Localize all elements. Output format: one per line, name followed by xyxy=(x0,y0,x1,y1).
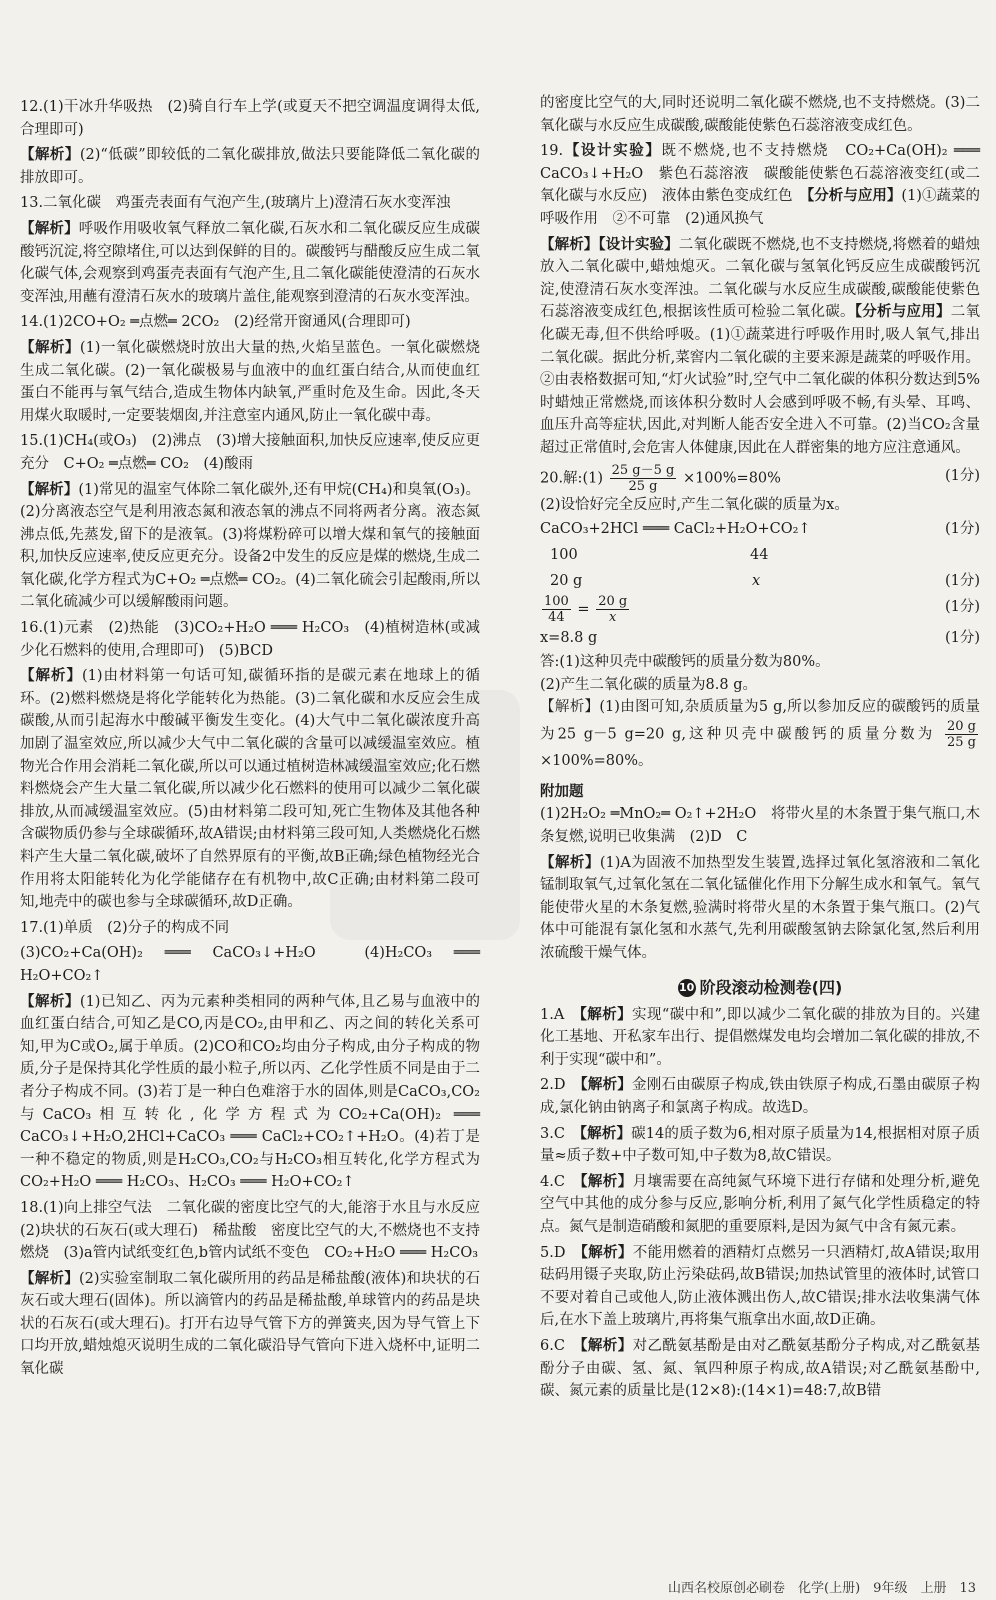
bonus-analysis: 【解析】(1)A为固液不加热型发生装置,选择过氧化氢溶液和二氧化锰制取氧气,过氧化氢在二氧化锰催化作用下分解生成水和氧气。氧气能使带火星的木条复燃,验满时将带火星的木条置于集气瓶口。(2)气体中可能混有氯化氢和水蒸气,先利用碳酸氢钠去除氯化氢,然后利用浓硫酸干燥气体。 xyxy=(540,854,980,962)
q20-masses xyxy=(540,542,980,568)
q17-analysis: 【解析】(1)已知乙、丙为元素种类相同的两种气体,且乙易与血液中的血红蛋白结合,可知乙是CO,丙是CO₂,由甲和乙、丙之间的转化关系可知,甲为C或O₂,属于单质。(2)CO和CO₂均由分子构成,由分子构成的物质,分子是保持其化学性质的最小粒子,所以丙、乙化学性质不同是由于二者分子构成不同。(3)若丁是一种白色难溶于水的固体,则是CaCO₃,CO₂与CaCO₃相互转化,化学方程式为CO₂+Ca(OH)₂ ═══ CaCO₃↓+H₂O,2HCl+CaCO₃ ═══ CaCl₂+CO₂↑+H₂O。(4)若丁是一种不稳定的物质,则是H₂CO₃,CO₂与H₂CO₃相互转化,化学方程式为CO₂+H₂O ═══ H₂CO₃、H₂CO₃ ═══ H₂O+CO₂↑ xyxy=(20,993,480,1191)
answer-4: 4.C 【解析】月壤需要在高纯氮气环境下进行存储和处理分析,避免空气中其他的成分参与反应,影响分析,利用了氮气化学性质稳定的特点。氮气是制造硝酸和氮肥的重要原料,是因为氮气中含有氮元素。 xyxy=(540,1173,981,1235)
q14-analysis: 【解析】(1)一氧化碳燃烧时放出大量的热,火焰呈蓝色。一氧化碳燃烧生成二氧化碳。(2)一氧化碳极易与血液中的血红蛋白结合,从而使血红蛋白不能再与氧气结合,造成生物体内缺氧,严重时危及生命。因此,冬天用煤火取暖时,一定要装烟囱,并注意室内通风,防止一氧化碳中毒。 xyxy=(20,339,480,424)
answer-3: 3.C 【解析】碳14的质子数为6,相对原子质量为14,根据相对原子质量≈质子数+中子数可知,中子数为8,故C错误。 xyxy=(540,1125,980,1165)
q16-analysis: 【解析】(1)由材料第一句话可知,碳循环指的是碳元素在地球上的循环。(2)燃料燃烧是将化学能转化为热能。(3)二氧化碳和水反应会生成碳酸,从而引起海水中酸碱平衡发生变化。(4)大气中二氧化碳浓度升高加剧了温室效应,所以减少大气中二氧化碳的含量可以减缓温室效应。植物光合作用会消耗二氧化碳,所以可以通过植树造林减缓温室效应;化石燃料燃烧会产生大量二氧化碳,所以减少化石燃料的使用可以减少二氧化碳排放,从而减缓温室效应。(5)由材料第二段可知,死亡生物体及其他各种含碳物质仍参与全球碳循环,故A错误;由材料第三段可知,人类燃烧化石燃料产生大量二氧化碳,破坏了自然界原有的平衡,故B正确;绿色植物经光合作用将太阳能转化为化学能储存在有机物中,故C正确;由材料第二段可知,地壳中的碳也参与全球碳循环,故D正确。 xyxy=(20,668,480,911)
q20-answer1: 答:(1)这种贝壳中碳酸钙的质量分数为80%。 xyxy=(540,654,830,671)
q20-ratio-num2: 20 g xyxy=(598,594,628,610)
bonus-title: 附加题 xyxy=(540,784,584,801)
q20-solution xyxy=(540,463,980,773)
q20-points-5: (1分) xyxy=(944,630,980,647)
q20-frac-den: 25 g xyxy=(628,478,658,494)
section-title xyxy=(540,975,980,998)
q15-answer: 15.(1)CH₄(或O₃) (2)沸点 (3)增大接触面积,加快反应速率,使反应更充分 C+O₂ ═点燃═ CO₂ (4)酸雨 xyxy=(20,433,480,472)
q17-answer-b: (3)CO₂+Ca(OH)₂ ═══ CaCO₃↓+H₂O (4)H₂CO₃ ═══ H₂O+CO₂↑ xyxy=(20,945,480,984)
section-title-text: 阶段滚动检测卷(四) xyxy=(699,977,843,997)
q20-equation xyxy=(540,516,980,542)
q19-analysis: 【解析】【设计实验】二氧化碳既不燃烧,也不支持燃烧,将燃着的蜡烛放入二氧化碳中,蜡烛熄灭。二氧化碳与氢氧化钙反应生成碳酸钙沉淀,使澄清石灰水变浑浊。二氧化碳与水反应生成碳酸,碳酸能使紫色石蕊溶液变成红色,根据该性质可检验二氧化碳。【分析与应用】二氧化碳无毒,但不供给呼吸。(1)①蔬菜进行呼吸作用时,吸人氧气,排出二氧化碳。据此分析,菜窖内二氧化碳的主要来源是蔬菜的呼吸作用。②由表格数据可知,“灯火试验”时,空气中二氧化碳的体积分数达到5%时蜡烛正常燃烧,而该体积分数时人会感到呼吸不畅,有头晕、耳鸣、血压升高等症状,因此,对判断人能否安全进入不可靠。(2)当CO₂含量超过正常值时,会危害人体健康,因此在人群密集的地方应注意通风。 xyxy=(540,236,981,456)
q20-value-x: x xyxy=(752,573,761,590)
q20-analysis-fraction xyxy=(945,719,978,750)
q20-analysis-result: ×100%=80%。 xyxy=(540,752,653,769)
q20-values xyxy=(540,568,980,594)
q20-prefix: 20.解:(1) xyxy=(540,470,603,486)
q20-result: ×100%=80% xyxy=(682,470,781,486)
q20-frac-num: 25 g－5 g xyxy=(611,462,675,478)
q20-mass-caco3: 100 xyxy=(550,547,578,564)
q20-fraction xyxy=(610,463,677,494)
q17-answer-a: 17.(1)单质 (2)分子的构成不同 xyxy=(20,919,230,936)
answer-5: 5.D 【解析】不能用燃着的酒精灯点燃另一只酒精灯,故A错误;取用砝码用镊子夹取,防止污染砝码,故B错误;加热试管里的液体时,试管口不要对着自己或他人,防止液体溅出伤人,故C错误;排水法收集满气体后,在水下盖上玻璃片,再将集气瓶拿出水面,故D正确。 xyxy=(540,1244,980,1329)
q18-analysis: 【解析】(2)实验室制取二氧化碳所用的药品是稀盐酸(液体)和块状的石灰石或大理石(固体)。所以滴管内的药品是稀盐酸,单球管内的药品是块状的石灰石(或大理石)。打开右边导气管下方的弹簧夹,因为导气管上下口均开放,蜡烛熄灭说明生成的二氧化碳沿导气管向下进入烧杯中,证明二氧化碳 xyxy=(20,1270,481,1378)
page-footer: 山西名校原创必刷卷 化学(上册) 9年级 上册 13 xyxy=(668,1581,976,1596)
q20-points-3: (1分) xyxy=(944,573,980,590)
q13-analysis: 【解析】呼吸作用吸收氧气释放二氧化碳,石灰水和二氧化碳反应生成碳酸钙沉淀,将空隙堵住,可以达到保鲜的目的。碳酸钙与醋酸反应生成二氧化碳气体,会观察到鸡蛋壳表面有气泡产生,且二氧化碳能使澄清的石灰水变浑浊,用蘸有澄清石灰水的玻璃片盖住,能观察到澄清的石灰水变浑浊。 xyxy=(20,220,481,305)
q15-analysis: 【解析】(1)常见的温室气体除二氧化碳外,还有甲烷(CH₄)和臭氧(O₃)。(2)分离液态空气是利用液态氮和液态氧的沸点不同将两者分离。液态氮沸点低,先蒸发,留下的是液氧。(3)将煤粉碎可以增大煤和氧气的接触面积,加快反应速率,使反应更充分。设备2中发生的反应是煤的燃烧,生成二氧化碳,化学方程式为C+O₂ ═点燃═ CO₂。(4)二氧化硫会引起酸雨,所以二氧化硫减少可以缓解酸雨问题。 xyxy=(20,481,481,611)
q20-ratio-den1: 44 xyxy=(548,610,565,626)
q20-points-1: (1分) xyxy=(944,467,980,484)
q20-points-4: (1分) xyxy=(944,599,980,616)
answer-6: 6.C 【解析】对乙酰氨基酚是由对乙酰氨基酚分子构成,对乙酰氨基酚分子由碳、氢、氮、氧四种原子构成,故A错误;对乙酰氨基酚中,碳、氮元素的质量比是(12×8):(14×1)=48:7,故B错 xyxy=(540,1337,981,1400)
q20-mass-co2: 44 xyxy=(750,547,769,564)
q20-ratio-right xyxy=(596,594,629,625)
q20-line2: (2)设恰好完全反应时,产生二氧化碳的质量为x。 xyxy=(540,496,849,513)
q12-answer: 12.(1)干冰升华吸热 (2)骑自行车上学(或夏天不把空调温度调得太低,合理即可) xyxy=(20,99,480,138)
q20-analysis-den: 25 g xyxy=(947,734,976,750)
q20-xvalue xyxy=(540,625,980,651)
q20-line1 xyxy=(540,463,980,494)
left-column xyxy=(20,96,495,1384)
q20-analysis-num: 20 g xyxy=(947,718,976,734)
q20-x-result: x=8.8 g xyxy=(540,630,598,647)
q20-analysis-text: 【解析】(1)由图可知,杂质质量为5 g,所以参加反应的碳酸钙的质量为25 g－5 g=20 g,这种贝壳中碳酸钙的质量分数为 xyxy=(540,699,980,743)
q20-ratio-num1: 100 xyxy=(544,594,569,610)
q20-ratio-left xyxy=(542,594,571,625)
q16-answer: 16.(1)元素 (2)热能 (3)CO₂+H₂O ═══ H₂CO₃ (4)植树造林(或减少化石燃料的使用,合理即可) (5)BCD xyxy=(20,620,480,659)
q20-eq-text: CaCO₃+2HCl ═══ CaCl₂+H₂O+CO₂↑ xyxy=(540,521,811,538)
q13-answer: 13.二氧化碳 鸡蛋壳表面有气泡产生,(玻璃片上)澄清石灰水变浑浊 xyxy=(20,195,451,212)
bonus-answer: (1)2H₂O₂ ═MnO₂═ O₂↑+2H₂O 将带火星的木条置于集气瓶口,木条复燃,说明已收集满 (2)D C xyxy=(540,806,980,846)
right-column xyxy=(540,92,980,1406)
answer-2: 2.D 【解析】金刚石由碳原子构成,铁由铁原子构成,石墨由碳原子构成,氯化钠由钠离子和氯离子构成。故选D。 xyxy=(540,1077,980,1116)
q20-value-caco3: 20 g xyxy=(550,573,583,590)
q20-answer2: (2)产生二氧化碳的质量为8.8 g。 xyxy=(540,676,757,693)
q14-answer: 14.(1)2CO+O₂ ═点燃═ 2CO₂ (2)经常开窗通风(合理即可) xyxy=(20,314,411,331)
q12-analysis: 【解析】(2)“低碳”即较低的二氧化碳排放,做法只要能降低二氧化碳的排放即可。 xyxy=(20,147,480,186)
q20-points-2: (1分) xyxy=(944,521,980,538)
q20-ratio: $\frac{100}{44}$ = $\frac{20 g}{x}$ (1分) xyxy=(544,594,980,626)
q20-ratio-den2: x xyxy=(609,610,617,626)
q19-answer: 19.【设计实验】既不燃烧,也不支持燃烧 CO₂+Ca(OH)₂ ═══ CaCO₃↓+H₂O 紫色石蕊溶液 碳酸能使紫色石蕊溶液变红(或二氧化碳与水反应) 液体由紫色变成红色 【分析与应用】(1)①蔬菜的呼吸作用 ②不可靠 (2)通风换气 xyxy=(540,143,981,227)
answer-1: 1.A 【解析】实现“碳中和”,即以减少二氧化碳的排放为目的。兴建化工基地、开私家车出行、提倡燃煤发电均会增加二氧化碳的排放,不利于实现“碳中和”。 xyxy=(540,1006,980,1068)
q18-answer: 18.(1)向上排空气法 二氧化碳的密度比空气的大,能溶于水且与水反应 (2)块状的石灰石(或大理石) 稀盐酸 密度比空气的大,不燃烧也不支持燃烧 (3)a管内试纸变红色,b管内试纸不变色 CO₂+H₂O ═══ H₂CO₃ xyxy=(20,1199,495,1262)
section-number-badge: 10 xyxy=(678,979,696,997)
q18-analysis-cont: 的密度比空气的大,同时还说明二氧化碳不燃烧,也不支持燃烧。(3)二氧化碳与水反应生成碳酸,碳酸能使紫色石蕊溶液变成红色。 xyxy=(540,95,980,134)
q20-analysis xyxy=(540,696,980,772)
